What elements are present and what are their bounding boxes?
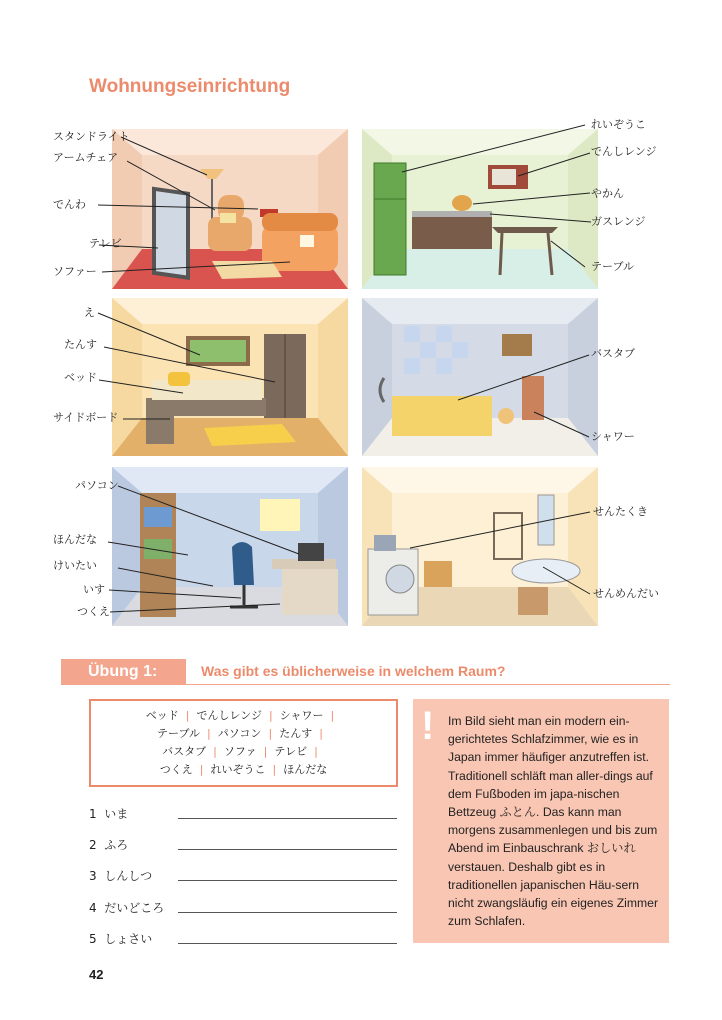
label-kitchen-table: テーブル: [591, 260, 635, 273]
label-washbasin: せんめんだい: [593, 587, 659, 600]
answer-room: ふろ: [104, 838, 129, 852]
word-separator: |: [213, 745, 217, 758]
label-tv: テレビ: [89, 237, 122, 250]
word-row: [91, 763, 396, 777]
word-separator: |: [319, 727, 323, 740]
answer-room: だいどころ: [104, 901, 165, 915]
answer-number: 3: [89, 869, 97, 883]
word-separator: |: [268, 709, 273, 722]
word: でんしレンジ: [196, 709, 262, 722]
study-illustration: [112, 467, 348, 626]
label-shower: シャワー: [591, 430, 635, 443]
label-bathtub: バスタブ: [591, 347, 635, 360]
info-note-text: Im Bild sieht man ein modern ein-gerichtetes Schlafzimmer, wie es in Japan immer häufiger anzutreffen ist. Traditionell schläft man aller-dings auf dem Fußboden im japa-nischen Bettzeug ふとん. Das kann man morgens zusammenlegen und bis zum Abend im Einbauschrank おしいれ verstauen. Deshalb gibt es in traditionellen japanischen Häu-sern nicht zwangsläufig ein eigenes Zimmer zum Schlafen.: [448, 714, 658, 929]
label-sideboard: サイドボード: [53, 411, 119, 424]
answer-room: しんしつ: [104, 869, 153, 883]
label-bookshelf: ほんだな: [53, 533, 97, 546]
word-separator: |: [314, 745, 318, 758]
label-kettle: やかん: [591, 187, 624, 200]
answer-number: 5: [89, 932, 97, 946]
label-telephone: でんわ: [53, 198, 86, 211]
word: テーブル: [157, 727, 201, 740]
word: れいぞうこ: [210, 763, 266, 776]
answer-room: しょさい: [104, 932, 153, 946]
answer-room: いま: [104, 807, 129, 821]
word-separator: |: [272, 763, 277, 776]
washroom-illustration: [362, 467, 598, 626]
word: バスタブ: [162, 745, 207, 758]
word-row: [91, 727, 396, 741]
page-number: 42: [89, 967, 104, 982]
exercise-divider: [186, 684, 670, 685]
answer-number: 1: [89, 807, 97, 821]
word-separator: |: [207, 727, 211, 740]
answer-item: [89, 805, 128, 822]
label-sofa: ソファー: [53, 265, 97, 278]
word: ソファ: [223, 745, 257, 758]
answer-line[interactable]: [178, 818, 397, 819]
word-row: [91, 745, 396, 759]
label-desk: つくえ: [77, 605, 110, 618]
label-armchair: アームチェア: [53, 151, 119, 164]
label-washing-machine: せんたくき: [593, 505, 648, 518]
answer-line[interactable]: [178, 912, 397, 913]
answer-item: [89, 899, 164, 916]
exclamation-icon: !: [421, 704, 435, 748]
page-title: Wohnungseinrichtung: [89, 76, 291, 97]
living-room-illustration: [112, 129, 348, 289]
word: ベッド: [145, 709, 179, 722]
kitchen-illustration: [362, 129, 598, 289]
word: パソコン: [217, 727, 262, 740]
label-stand-lamp: スタンドライト: [53, 130, 130, 143]
word-separator: |: [199, 763, 204, 776]
label-bed: ベッド: [64, 371, 97, 384]
word-separator: |: [330, 709, 335, 722]
exercise-question: Was gibt es üblicherweise in welchem Raum?: [201, 663, 506, 679]
bathroom-illustration: [362, 298, 598, 456]
exercise-tab: Übung 1:: [61, 659, 186, 685]
word: テレビ: [274, 745, 308, 758]
word: たんす: [279, 727, 313, 740]
label-picture: え: [84, 306, 95, 319]
answer-item: [89, 836, 128, 853]
answer-line[interactable]: [178, 849, 397, 850]
word-row: [91, 709, 396, 723]
label-fridge: れいぞうこ: [591, 118, 646, 131]
answer-line[interactable]: [178, 943, 397, 944]
word: つくえ: [159, 763, 193, 776]
label-chair: いす: [83, 583, 105, 596]
label-computer: パソコン: [75, 479, 119, 492]
word: シャワー: [279, 709, 324, 722]
word: ほんだな: [283, 763, 328, 776]
word-separator: |: [263, 745, 268, 758]
answer-number: 2: [89, 838, 97, 852]
bedroom-illustration: [112, 298, 348, 456]
label-microwave: でんしレンジ: [591, 145, 657, 158]
answer-line[interactable]: [178, 880, 397, 881]
label-mobile-phone: けいたい: [53, 559, 97, 572]
word-separator: |: [268, 727, 273, 740]
answer-number: 4: [89, 901, 97, 915]
label-wardrobe: たんす: [64, 338, 97, 351]
word-separator: |: [185, 709, 190, 722]
answer-item: [89, 930, 152, 947]
word-box: [89, 699, 398, 787]
label-gas-stove: ガスレンジ: [591, 215, 646, 228]
answer-item: [89, 867, 152, 884]
